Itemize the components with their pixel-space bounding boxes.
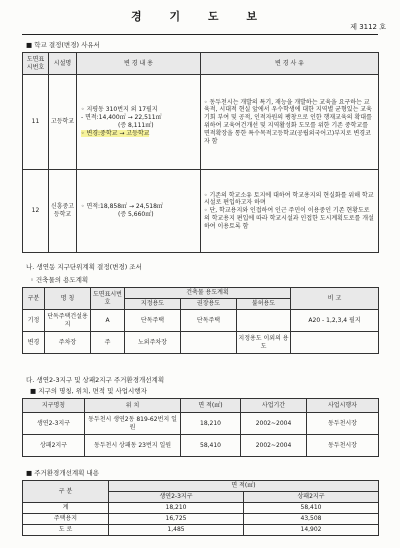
cell-district: 상패2지구 <box>23 435 85 457</box>
col-header-no: 도면표시번호 <box>23 53 49 75</box>
row-facility: 신흥중고등학교 <box>49 170 77 253</box>
col-header-group: 건축물 용도계획 <box>125 288 291 299</box>
cell-gubun: 변경 <box>23 332 45 354</box>
col-header-district-b: 상패2지구 <box>244 492 379 503</box>
col-header-location: 위 치 <box>85 399 181 413</box>
cell-recommended <box>181 332 237 354</box>
issue-number: 제 3112 호 <box>350 23 386 31</box>
table-row <box>23 435 379 457</box>
col-header-prohibited: 불허용도 <box>237 299 291 310</box>
table-row <box>23 413 379 435</box>
row-facility: 고등학교 <box>49 75 77 170</box>
cell-area: 18,210 <box>181 413 241 435</box>
col-header-facility: 시설명 <box>49 53 77 75</box>
row-reason: ◦ 동두천시는 개발의 특기, 재능을 개발하는 교육을 요구하는 교육적, 시대적 현실 앞에서 우수학생에 대한 지역별 균형있는 교육기회 부여 및 공적, 인적자원의 팽창으로 인한 행재교육의 확대를 위하여 교육여건개선 및 지역활성화 도모를 위한 기존 중학교를 면적확장을 통한 특수목적고등학교(공립외국어고)부지로 변경코자 함 <box>201 75 379 170</box>
cell-name: 단독주택건설용지 <box>45 310 91 332</box>
cell-no: 주 <box>91 332 125 354</box>
col-header-content: 변 경 내 용 <box>77 53 201 75</box>
table-header-row <box>23 288 379 299</box>
row-content <box>77 170 201 253</box>
reason-line: ◦ 기존의 학교소유 토지에 대하여 학교용지의 현실화를 위해 학교시설로 편입하고자 하며 <box>204 191 374 207</box>
col-header-district-a: 생연2-3지구 <box>109 492 244 503</box>
table-header-row <box>23 399 379 413</box>
cell-a: 16,725 <box>109 514 244 525</box>
cell-area: 58,410 <box>181 435 241 457</box>
section-district-sub: ◦ 건축물의 용도계획 <box>30 276 89 284</box>
cell-label: 주택용지 <box>23 514 109 525</box>
table-row <box>23 525 379 536</box>
cell-no: A <box>91 310 125 332</box>
table-row <box>23 503 379 514</box>
content-line: (증 8,111㎡) <box>118 122 154 129</box>
district-table <box>22 398 379 457</box>
table-header-row <box>23 481 379 492</box>
cell-designated: 단독주택 <box>125 310 181 332</box>
improvement-table <box>22 480 379 536</box>
col-header-note: 비 고 <box>291 288 379 310</box>
cell-note: A20 - 1,2,3,4 필지 <box>291 310 379 332</box>
cell-name: 주차장 <box>45 332 91 354</box>
cell-a: 1,485 <box>109 525 244 536</box>
row-no: 11 <box>23 75 49 170</box>
section-school-title: ■ 학교 결정(변경) 사유서 <box>26 41 100 49</box>
highlighted-change: ◦ 변경:중학교 → 고등학교 <box>81 129 150 137</box>
cell-label: 계 <box>23 503 109 514</box>
col-header-area: 면 적(㎡) <box>109 481 379 492</box>
page-title: 경 기 도 보 <box>131 10 269 23</box>
content-line: (증 5,660㎡) <box>118 211 154 218</box>
section-district-title: 나. 생연동 지구단위계획 결정(변경) 조서 <box>26 263 142 271</box>
col-header-no: 도면표시번호 <box>91 288 125 310</box>
cell-period: 2002~2004 <box>241 413 307 435</box>
cell-prohibited <box>237 310 291 332</box>
content-line <box>78 130 199 138</box>
content-line: - 면적:14,400㎡ → 22,511㎡ <box>81 114 162 122</box>
cell-b: 14,902 <box>244 525 379 536</box>
col-header-recommended: 권장용도 <box>181 299 237 310</box>
cell-district: 생연2-3지구 <box>23 413 85 435</box>
col-header-period: 사업기간 <box>241 399 307 413</box>
col-header-gubun: 구 분 <box>23 481 109 503</box>
cell-period: 2002~2004 <box>241 435 307 457</box>
cell-prohibited: 지정용도 이외의 용도 <box>237 332 291 354</box>
row-no: 12 <box>23 170 49 253</box>
col-header-gubun: 구분 <box>23 288 45 310</box>
content-line: ◦ 지평동 310번지 외 17필지 <box>81 106 158 114</box>
cell-recommended: 단독주택 <box>181 310 237 332</box>
section-plan-sub: ■ 지구의 명칭, 위치, 면적 및 사업시행자 <box>30 387 147 395</box>
col-header-reason: 변 경 사 유 <box>201 53 379 75</box>
cell-gubun: 기정 <box>23 310 45 332</box>
cell-note <box>291 332 379 354</box>
section-plan-title: 다. 생연2-3지구 및 상패2지구 주거환경개선계획 <box>26 376 165 384</box>
row-content <box>77 75 201 170</box>
reason-line: ◦ 단, 학교용지와 인접하여 인근 주민이 이용중인 기존 현황도로의 학교용지 편입에 따라 학교시설과 인접한 도시계획도로를 개설하여 이용토록 함 <box>204 207 374 230</box>
table-row <box>23 332 379 354</box>
cell-b: 58,410 <box>244 503 379 514</box>
header-rule <box>22 34 378 35</box>
row-reason <box>201 170 379 253</box>
content-line: ◦ 면적:18,858㎡ → 24,518㎡ <box>81 203 163 211</box>
col-header-name: 명 칭 <box>45 288 91 310</box>
table-row <box>23 170 379 253</box>
cell-b: 43,508 <box>244 514 379 525</box>
col-header-area: 면 적(㎡) <box>181 399 241 413</box>
cell-label: 도 로 <box>23 525 109 536</box>
col-header-district: 지구명칭 <box>23 399 85 413</box>
cell-location: 동두천시 생연2동 819-62번지 일원 <box>85 413 181 435</box>
cell-designated: 노외주차장 <box>125 332 181 354</box>
section-improvement-title: ■ 주거환경개선계획 내용 <box>26 469 100 477</box>
building-use-table <box>22 287 379 354</box>
table-row <box>23 75 379 170</box>
table-row <box>23 310 379 332</box>
col-header-agent: 사업시행자 <box>307 399 379 413</box>
cell-agent: 동두천시장 <box>307 435 379 457</box>
col-header-designated: 지정용도 <box>125 299 181 310</box>
school-change-table <box>22 52 379 253</box>
table-row <box>23 514 379 525</box>
cell-a: 18,210 <box>109 503 244 514</box>
table-header-row <box>23 53 379 75</box>
cell-location: 동두천시 상패동 23번지 일원 <box>85 435 181 457</box>
cell-agent: 동두천시장 <box>307 413 379 435</box>
